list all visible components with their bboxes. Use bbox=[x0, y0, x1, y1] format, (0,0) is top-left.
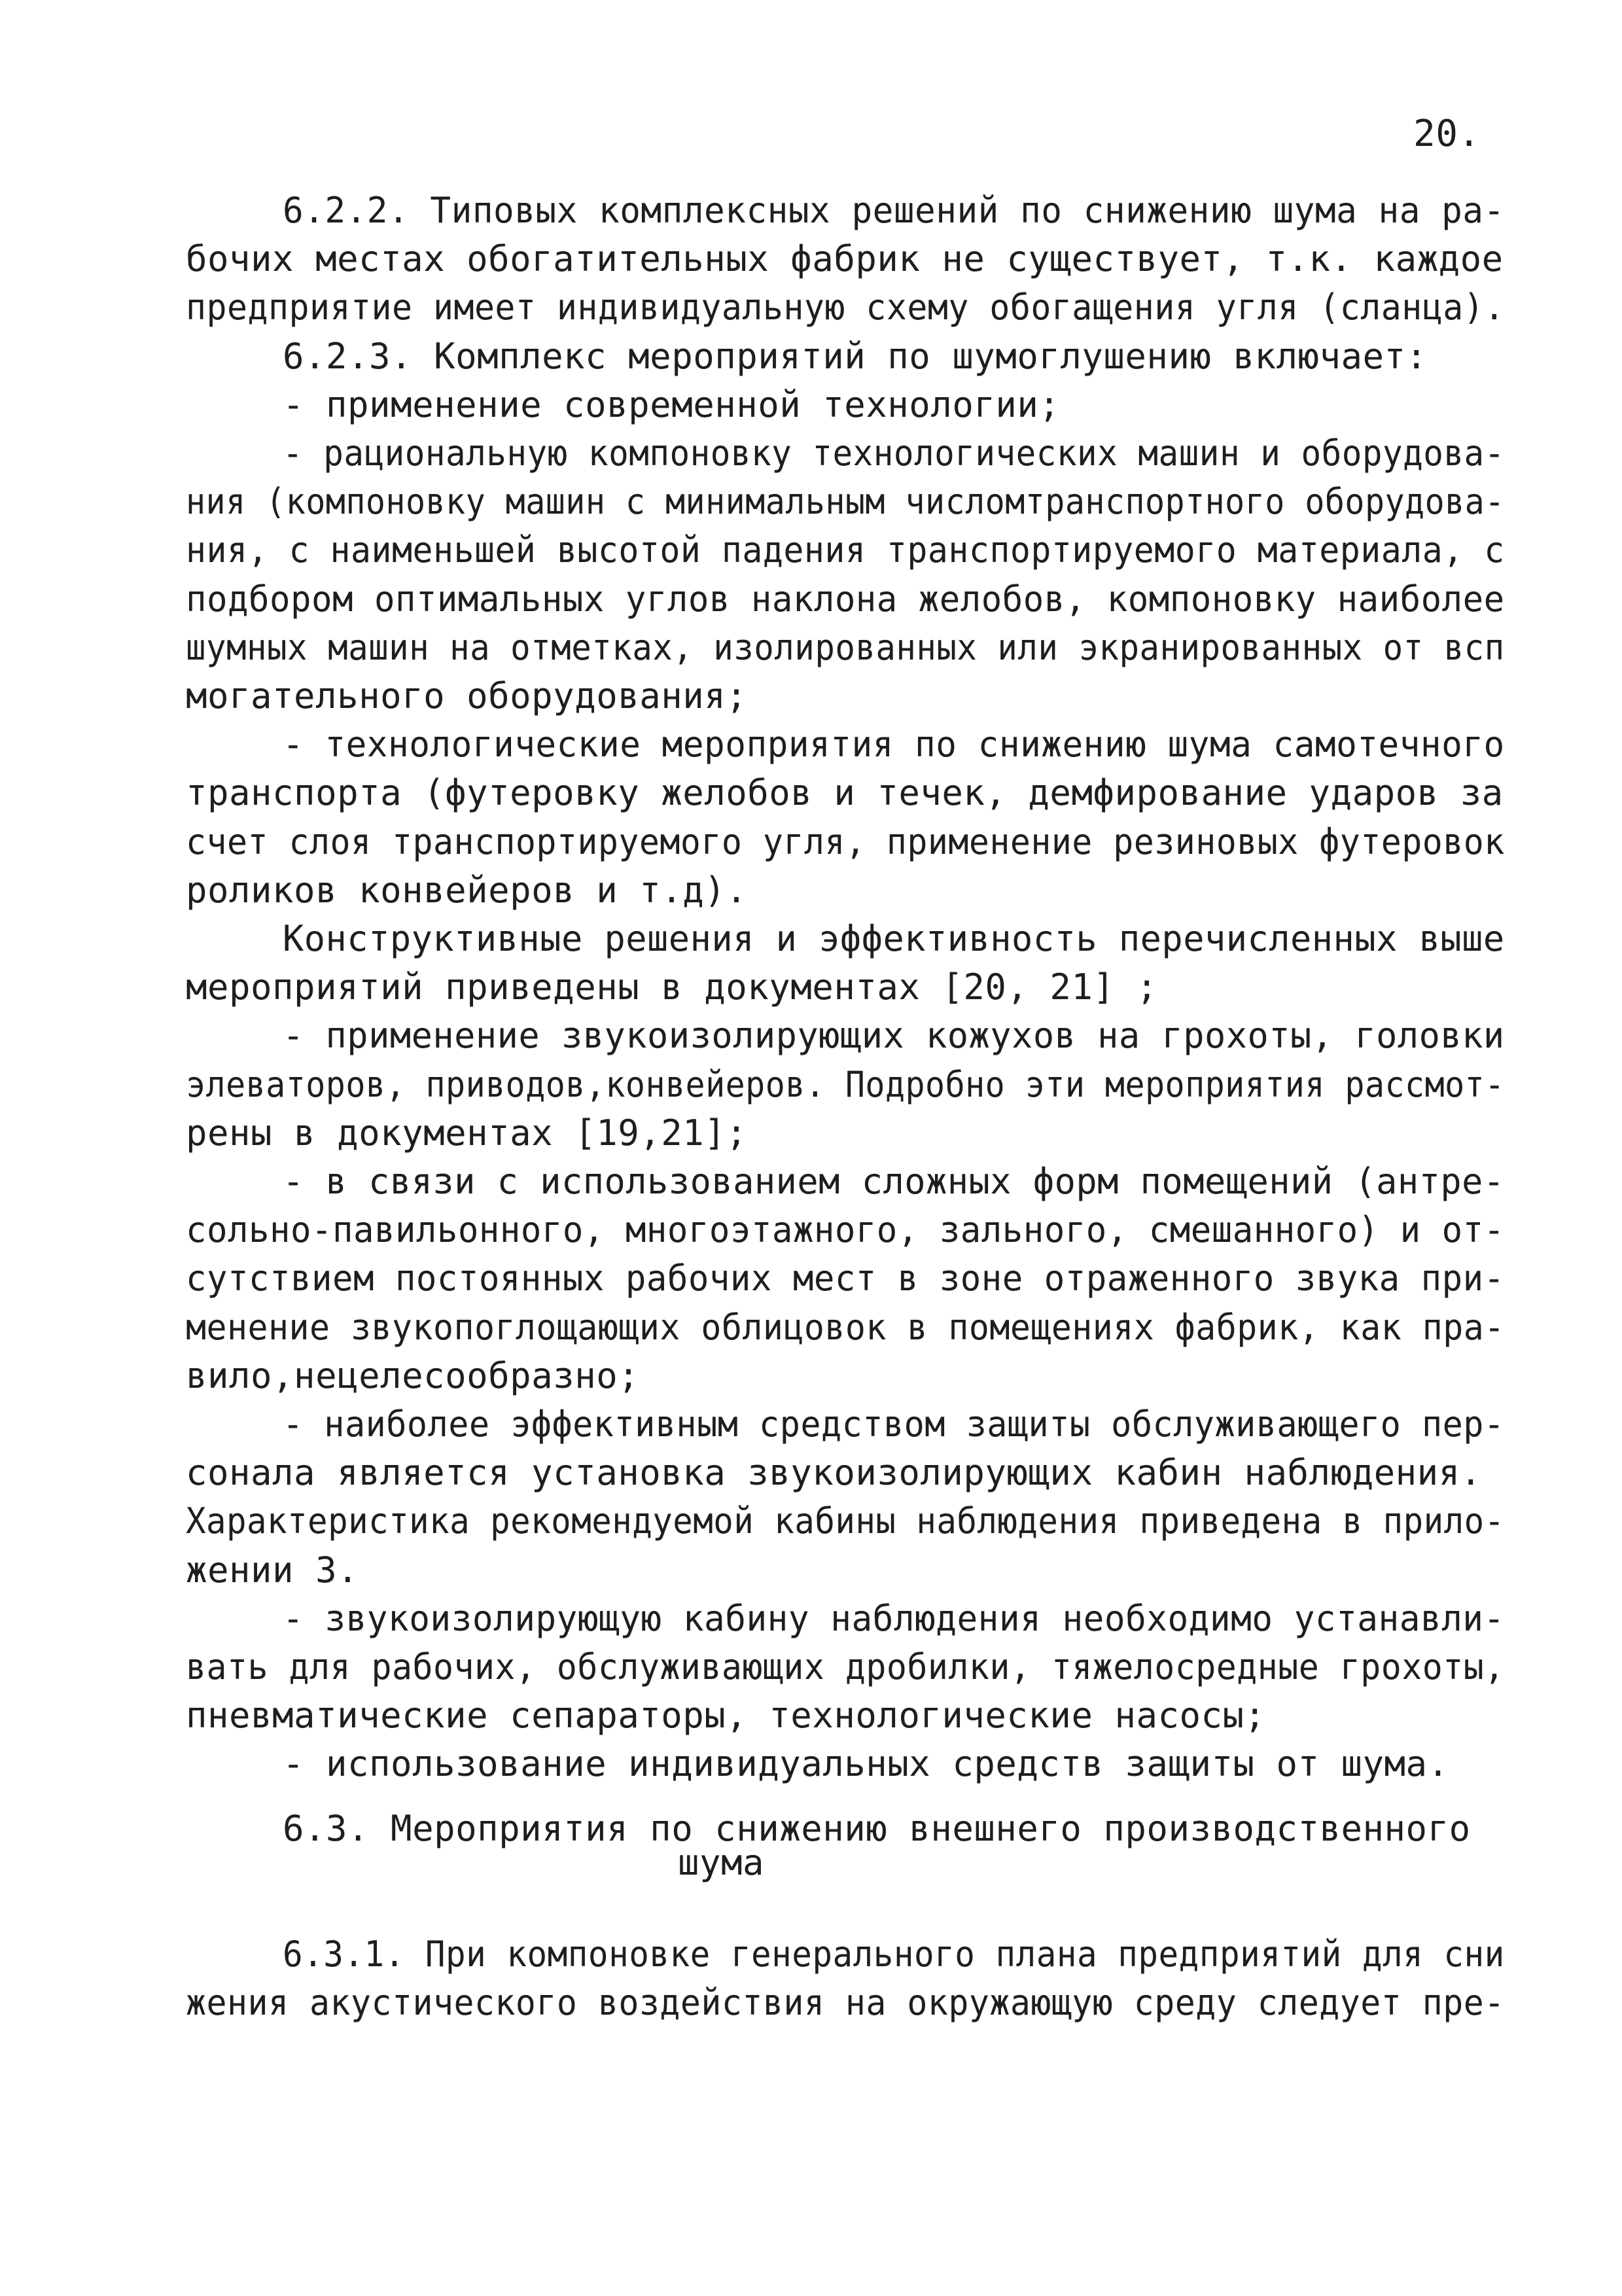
text-line-l08: ния, с наименьшей высотой падения транспортируемого материала, с bbox=[186, 529, 1505, 571]
text-line-l09: подбором оптимальных углов наклона желобов, компоновку наиболее bbox=[186, 578, 1505, 620]
text-line-l13: транспорта (футеровку желобов и течек, демфирование ударов за bbox=[186, 772, 1504, 813]
text-line-l18: - применение звукоизолирующих кожухов на грохоты, головки bbox=[283, 1015, 1505, 1056]
text-line-l24: менение звукопоглощающих облицовок в помещениях фабрик, как пра- bbox=[186, 1307, 1505, 1348]
text-line-l30: - звукоизолирующую кабину наблюдения необходимо устанавли- bbox=[283, 1598, 1505, 1639]
text-line-l14: счет слоя транспортируемого угля, применение резиновых футеровок bbox=[186, 821, 1505, 862]
section-heading-line-1: 6.3. Мероприятия по снижению внешнего производственного bbox=[283, 1808, 1471, 1849]
text-line-l19: элеваторов, приводов,конвейеров. Подробно эти мероприятия рассмот- bbox=[186, 1064, 1505, 1105]
text-line-l15: роликов конвейеров и т.д). bbox=[186, 870, 748, 911]
text-line-l03: предприятие имеет индивидуальную схему обогащения угля (сланца). bbox=[186, 287, 1505, 328]
text-line-l35: жения акустического воздействия на окружающую среду следует пре- bbox=[186, 1982, 1505, 2023]
text-line-l11: могательного оборудования; bbox=[186, 675, 748, 716]
text-line-l02: бочих местах обогатительных фабрик не существует, т.к. каждое bbox=[186, 238, 1504, 279]
text-line-l04: 6.2.3. Комплекс мероприятий по шумоглушению включает: bbox=[283, 336, 1428, 377]
text-line-l33: - использование индивидуальных средств защиты от шума. bbox=[283, 1743, 1449, 1784]
text-line-l07: ния (компоновку машин с минимальным числомтранспортного оборудова- bbox=[186, 481, 1505, 522]
text-line-l10: шумных машин на отметках, изолированных или экранированных от всп bbox=[186, 627, 1505, 668]
page-number: 20. bbox=[1413, 113, 1481, 155]
text-line-l05: - применение современной технологии; bbox=[283, 384, 1061, 425]
text-line-l23: сутствием постоянных рабочих мест в зоне отраженного звука при- bbox=[186, 1258, 1505, 1299]
section-heading-line-2: шума bbox=[678, 1842, 765, 1883]
text-line-l28: Характеристика рекомендуемой кабины наблюдения приведена в прило- bbox=[186, 1500, 1505, 1542]
text-line-l34: 6.3.1. При компоновке генерального плана предприятий для сни bbox=[283, 1934, 1505, 1975]
text-line-l12: - технологические мероприятия по снижению шума самотечного bbox=[283, 724, 1505, 765]
text-line-l31: вать для рабочих, обслуживающих дробилки, тяжелосредные грохоты, bbox=[186, 1646, 1505, 1687]
text-line-l25: вило,нецелесообразно; bbox=[186, 1355, 640, 1396]
text-line-l32: пневматические сепараторы, технологические насосы; bbox=[186, 1695, 1266, 1736]
text-line-l06: - рациональную компоновку технологических машин и оборудова- bbox=[283, 433, 1505, 474]
text-line-l21: - в связи с использованием сложных форм помещений (антре- bbox=[283, 1161, 1505, 1202]
text-line-l01: 6.2.2. Типовых комплексных решений по снижению шума на ра- bbox=[283, 190, 1505, 231]
text-line-l17: мероприятий приведены в документах [20, 21] ; bbox=[186, 966, 1158, 1008]
text-line-l27: сонала является установка звукоизолирующих кабин наблюдения. bbox=[186, 1452, 1482, 1493]
text-line-l29: жении 3. bbox=[186, 1549, 359, 1591]
text-line-l26: - наиболее эффективным средством защиты обслуживающего пер- bbox=[283, 1404, 1505, 1445]
text-line-l20: рены в документах [19,21]; bbox=[186, 1112, 748, 1154]
text-line-l16: Конструктивные решения и эффективность перечисленных выше bbox=[283, 918, 1505, 959]
text-line-l22: сольно-павильонного, многоэтажного, зального, смешанного) и от- bbox=[186, 1209, 1505, 1250]
